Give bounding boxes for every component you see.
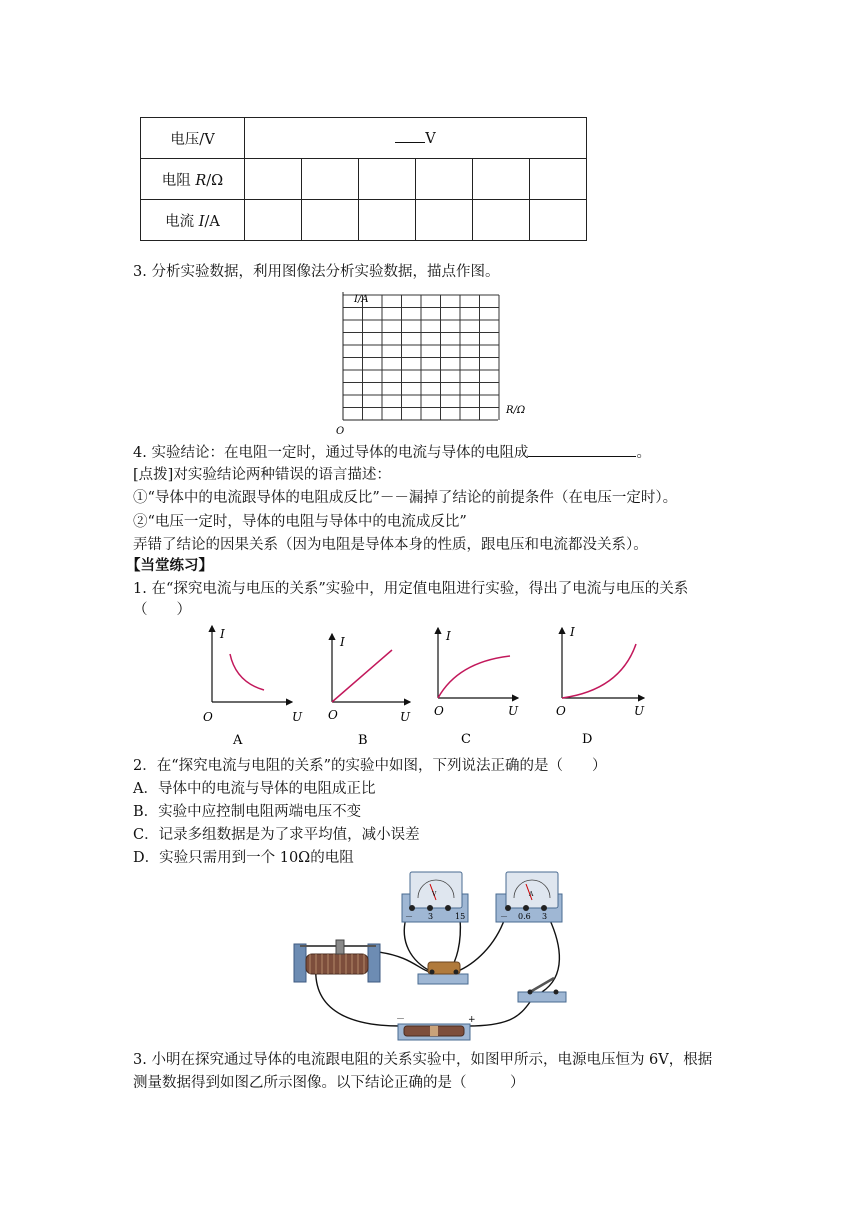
graph-a[interactable] bbox=[203, 626, 303, 748]
table-cell[interactable] bbox=[473, 159, 530, 200]
q2-option-b[interactable]: B．实验中应控制电阻两端电压不变 bbox=[133, 804, 362, 820]
svg-text:15: 15 bbox=[455, 912, 466, 921]
q1-graph-options bbox=[200, 620, 660, 750]
table-cell[interactable] bbox=[530, 159, 587, 200]
graph-b[interactable] bbox=[328, 634, 411, 748]
graph-a-curve bbox=[230, 654, 264, 690]
q1-line2: （ ） bbox=[133, 602, 191, 618]
table-cell[interactable] bbox=[302, 159, 359, 200]
fixed-resistor[interactable] bbox=[418, 962, 468, 984]
data-table bbox=[140, 117, 587, 241]
svg-text:I: I bbox=[570, 625, 575, 639]
table-row bbox=[141, 159, 587, 200]
row-label-resistance: 电阻 R/Ω bbox=[141, 159, 245, 200]
table-cell[interactable] bbox=[302, 200, 359, 241]
q2-stem: 2．在“探究电流与电阻的关系”的实验中如图，下列说法正确的是（ ） bbox=[133, 758, 607, 774]
svg-text:O: O bbox=[203, 710, 213, 724]
step4-end: 。 bbox=[636, 445, 651, 461]
table-cell[interactable] bbox=[245, 159, 302, 200]
graph-d-curve bbox=[562, 644, 636, 698]
q1-line1: 1. 在“探究电流与电压的关系”实验中，用定值电阻进行实验，得出了电流与电压的关系 bbox=[133, 581, 689, 597]
svg-text:O: O bbox=[328, 708, 338, 722]
svg-text:I: I bbox=[340, 635, 345, 649]
switch[interactable] bbox=[518, 978, 566, 1002]
svg-text:－: － bbox=[500, 912, 508, 921]
q3-line1: 3. 小明在探究通过导体的电流跟电阻的关系实验中，如图甲所示，电源电压恒为 6V，根据 bbox=[133, 1052, 713, 1068]
step3-text: 3. 分析实验数据，利用图像法分析实验数据，描点作图。 bbox=[133, 264, 500, 280]
q2-option-a[interactable]: A．导体中的电流与导体的电阻成正比 bbox=[133, 781, 376, 797]
svg-text:0.6: 0.6 bbox=[518, 912, 531, 921]
ammeter[interactable] bbox=[496, 872, 562, 922]
voltage-unit: V bbox=[425, 130, 436, 147]
voltmeter[interactable] bbox=[402, 872, 468, 922]
section-heading: 【当堂练习】 bbox=[126, 557, 213, 574]
graph-d-letter: D bbox=[582, 732, 593, 747]
tip-title: [点拨]对实验结论两种错误的语言描述： bbox=[133, 467, 391, 483]
grid-y-label: I/A bbox=[354, 294, 369, 305]
svg-text:I: I bbox=[220, 627, 225, 641]
svg-text:+: + bbox=[468, 1015, 476, 1025]
row-label-voltage: 电压/V bbox=[141, 118, 245, 159]
svg-text:3: 3 bbox=[428, 912, 434, 921]
rheostat[interactable] bbox=[294, 940, 380, 982]
q2-option-d[interactable]: D．实验只需用到一个 10Ω的电阻 bbox=[133, 850, 354, 866]
graph-b-line bbox=[332, 650, 392, 702]
circuit-illustration bbox=[280, 866, 580, 1046]
graph-a-letter: A bbox=[233, 733, 243, 748]
tip-3: 弄错了结论的因果关系（因为电阻是导体本身的性质，跟电压和电流都没关系）。 bbox=[133, 537, 648, 553]
grid-x-label: R/Ω bbox=[506, 405, 526, 416]
graph-c-letter: C bbox=[461, 732, 471, 747]
graph-c[interactable] bbox=[434, 628, 519, 747]
q3-line2: 测量数据得到如图乙所示图像。以下结论正确的是（ ） bbox=[133, 1075, 525, 1091]
tip-2: ②“电压一定时，导体的电阻与导体中的电流成反比” bbox=[133, 514, 467, 530]
table-cell[interactable] bbox=[359, 159, 416, 200]
battery[interactable] bbox=[396, 1015, 476, 1040]
svg-text:3: 3 bbox=[542, 912, 548, 921]
table-row bbox=[141, 118, 587, 159]
svg-text:U: U bbox=[634, 704, 645, 718]
svg-text:O: O bbox=[434, 704, 444, 718]
grid-origin: O bbox=[336, 426, 345, 436]
table-row bbox=[141, 200, 587, 241]
plotting-grid[interactable] bbox=[330, 284, 540, 436]
voltage-value-cell bbox=[245, 118, 587, 159]
graph-b-letter: B bbox=[358, 733, 368, 748]
q2-option-c[interactable]: C．记录多组数据是为了求平均值，减小误差 bbox=[133, 827, 420, 843]
svg-text:U: U bbox=[400, 710, 411, 724]
step4-line bbox=[133, 442, 651, 463]
svg-text:U: U bbox=[292, 710, 303, 724]
svg-text:V: V bbox=[432, 891, 437, 898]
tip-1: ①“导体中的电流跟导体的电阻成反比”－－漏掉了结论的前提条件（在电压一定时）。 bbox=[133, 490, 678, 506]
table-cell[interactable] bbox=[359, 200, 416, 241]
svg-text:－: － bbox=[396, 1015, 406, 1025]
svg-text:A: A bbox=[529, 891, 534, 898]
table-cell[interactable] bbox=[530, 200, 587, 241]
table-cell[interactable] bbox=[473, 200, 530, 241]
svg-text:U: U bbox=[508, 704, 519, 718]
graph-c-curve bbox=[438, 656, 510, 698]
table-cell[interactable] bbox=[416, 200, 473, 241]
step4-blank[interactable] bbox=[528, 442, 636, 457]
voltage-blank[interactable] bbox=[395, 130, 425, 143]
graph-d[interactable] bbox=[556, 625, 645, 747]
row-label-current: 电流 I/A bbox=[141, 200, 245, 241]
table-cell[interactable] bbox=[245, 200, 302, 241]
svg-text:O: O bbox=[556, 704, 566, 718]
svg-text:I: I bbox=[446, 629, 451, 643]
svg-text:－: － bbox=[405, 912, 413, 921]
table-cell[interactable] bbox=[416, 159, 473, 200]
step4-text: 4. 实验结论：在电阻一定时，通过导体的电流与导体的电阻成 bbox=[133, 445, 529, 461]
